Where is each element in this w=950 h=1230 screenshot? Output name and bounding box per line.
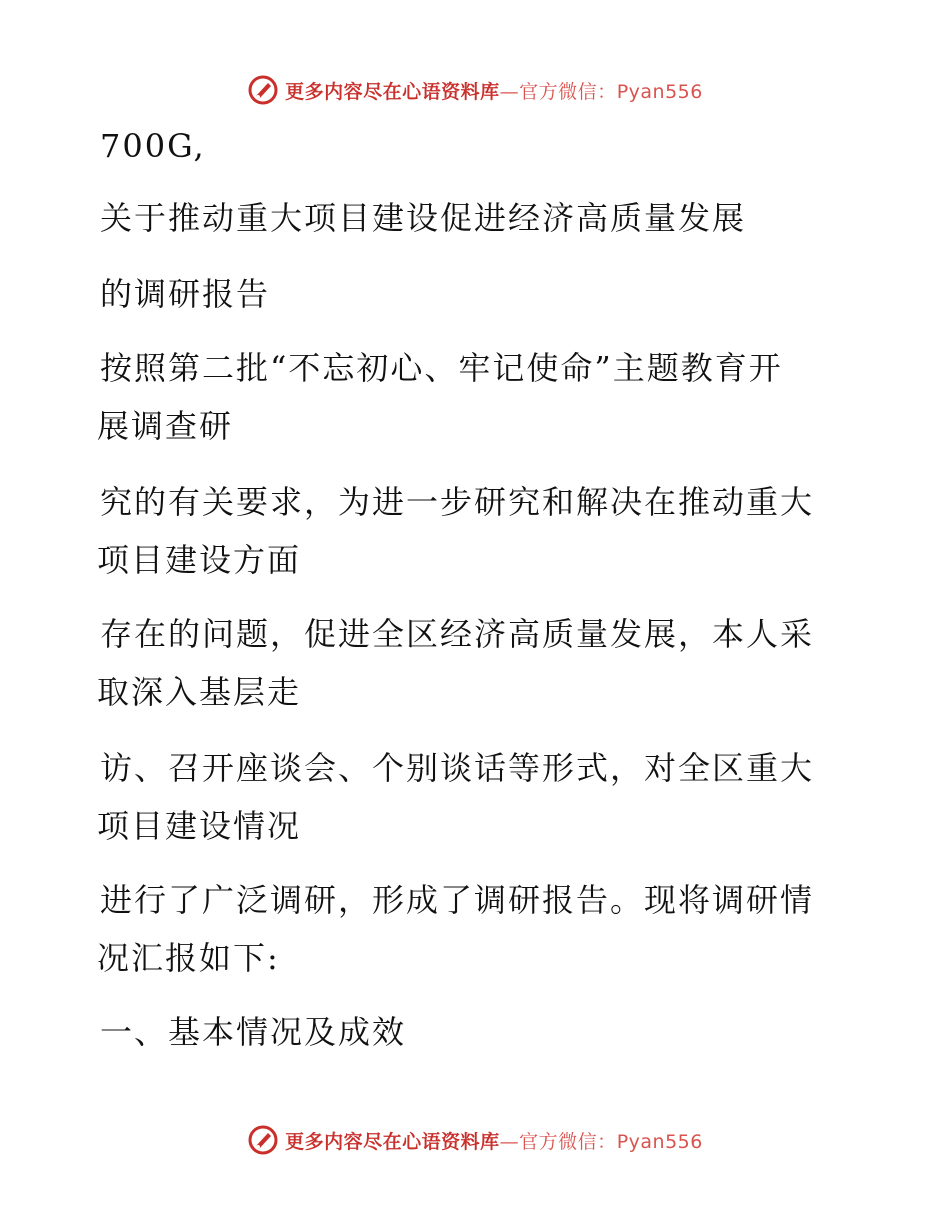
watermark-banner-top xyxy=(0,70,950,110)
doc-line-12: 进行了广泛调研，形成了调研报告。现将调研情 xyxy=(100,881,815,919)
doc-title-line-2: 的调研报告 xyxy=(100,275,271,313)
doc-section-heading: 一、基本情况及成效 xyxy=(100,1013,407,1051)
doc-line-1: 700G, xyxy=(100,127,206,165)
pen-swirl-logo-icon xyxy=(247,74,279,106)
doc-line-4: 按照第二批“不忘初心、牢记使命”主题教育开 xyxy=(100,349,783,387)
watermark-text xyxy=(285,77,703,104)
watermark-site-text: 更多内容尽在心语资料库 xyxy=(285,1130,500,1153)
watermark-wechat-label: 官方微信： xyxy=(519,80,617,103)
doc-line-11: 项目建设情况 xyxy=(97,807,302,845)
pen-swirl-logo-icon xyxy=(247,1124,279,1156)
watermark-banner-bottom xyxy=(0,1120,950,1160)
doc-line-6: 究的有关要求，为进一步研究和解决在推动重大 xyxy=(100,483,815,521)
watermark-site-text: 更多内容尽在心语资料库 xyxy=(285,80,500,103)
doc-line-10: 访、召开座谈会、个别谈话等形式，对全区重大 xyxy=(100,749,815,787)
doc-line-8: 存在的问题，促进全区经济高质量发展，本人采 xyxy=(100,615,815,653)
doc-line-5: 展调查研 xyxy=(97,407,234,445)
doc-title-line-1: 关于推动重大项目建设促进经济高质量发展 xyxy=(100,199,747,237)
watermark-wechat-label: 官方微信： xyxy=(519,1130,617,1153)
watermark-wechat-id: Pyan556 xyxy=(616,80,703,103)
doc-line-13: 况汇报如下: xyxy=(97,939,280,977)
doc-line-9: 取深入基层走 xyxy=(97,673,302,711)
watermark-wechat-id: Pyan556 xyxy=(616,1130,703,1153)
watermark-dash: — xyxy=(499,80,520,103)
watermark-dash: — xyxy=(499,1130,520,1153)
doc-line-7: 项目建设方面 xyxy=(97,541,302,579)
watermark-text xyxy=(285,1127,703,1154)
